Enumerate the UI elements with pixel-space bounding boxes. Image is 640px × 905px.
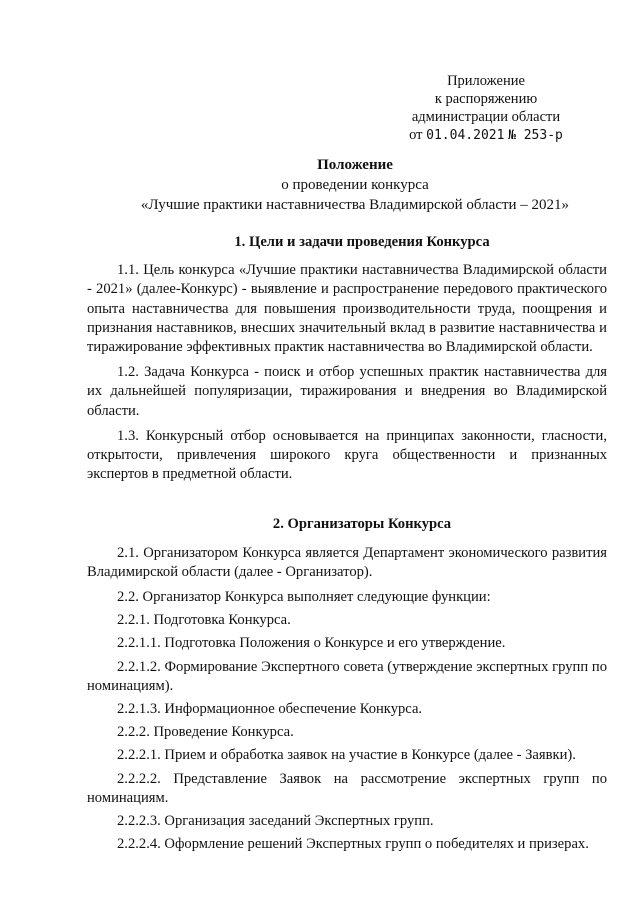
paragraph-2-2-2-4: 2.2.2.4. Оформление решений Экспертных групп о победителях и призерах. <box>117 836 589 853</box>
appendix-block <box>396 72 576 145</box>
document-subtitle-1: о проведении конкурса <box>281 177 429 193</box>
paragraph-2-2-2: 2.2.2. Проведение Конкурса. <box>117 724 294 741</box>
appendix-number: № 253-р <box>508 128 563 143</box>
paragraph-1-1: 1.1. Цель конкурса «Лучшие практики наставничества Владимирской области - 2021» (далее-Конкурс) - выявление и распространение передового практического опыта наставничества для повышения производительности труда, поощрения и признания наставников, внесших значительный вклад в развитие наставничества и тиражирование эффективных практик наставничества во Владимирской области. <box>87 262 607 356</box>
section-2-heading: 2. Организаторы Конкурса <box>272 516 452 533</box>
paragraph-2-2-1: 2.2.1. Подготовка Конкурса. <box>117 612 291 629</box>
paragraph-2-2-1-2: 2.2.1.2. Формирование Экспертного совета (утверждение экспертных групп по номинациям). <box>87 658 607 694</box>
document-title: Положение <box>317 157 393 173</box>
section-1-heading: 1. Цели и задачи проведения Конкурса <box>234 234 490 250</box>
appendix-date-line <box>396 126 576 145</box>
appendix-date-prefix: от <box>409 127 423 143</box>
paragraph-2-2-1-3: 2.2.1.3. Информационное обеспечение Конкурса. <box>117 701 423 718</box>
document-subtitle-2: «Лучшие практики наставничества Владимирской области – 2021» <box>140 197 570 213</box>
appendix-date: 01.04.2021 <box>426 128 505 143</box>
paragraph-2-2-2-2: 2.2.2.2. Представление Заявок на рассмотрение экспертных групп по номинациям. <box>87 770 607 806</box>
paragraph-2-1: 2.1. Организатором Конкурса является Департамент экономического развития Владимирской области (далее - Организатор). <box>87 544 607 580</box>
paragraph-2-2: 2.2. Организатор Конкурса выполняет следующие функции: <box>117 589 491 606</box>
paragraph-1-2: 1.2. Задача Конкурса - поиск и отбор успешных практик наставничества для их дальнейшей популяризации, тиражирования и внедрения во Владимирской области. <box>87 364 607 419</box>
paragraph-1-3: 1.3. Конкурсный отбор основывается на принципах законности, гласности, открытости, привлечения широкого круга общественности и признанных экспертов в предметной области. <box>87 427 607 483</box>
appendix-title: Приложение <box>447 73 525 89</box>
paragraph-2-2-2-3: 2.2.2.3. Организация заседаний Экспертных групп. <box>117 813 434 830</box>
paragraph-2-2-1-1: 2.2.1.1. Подготовка Положения о Конкурсе и его утверждение. <box>117 635 506 652</box>
appendix-line-order: к распоряжению <box>434 91 538 107</box>
document-body <box>87 233 607 858</box>
appendix-line-administration: администрации области <box>411 109 561 125</box>
document-title-block <box>60 155 640 215</box>
paragraph-2-2-2-1: 2.2.2.1. Прием и обработка заявок на участие в Конкурсе (далее - Заявки). <box>117 747 576 764</box>
